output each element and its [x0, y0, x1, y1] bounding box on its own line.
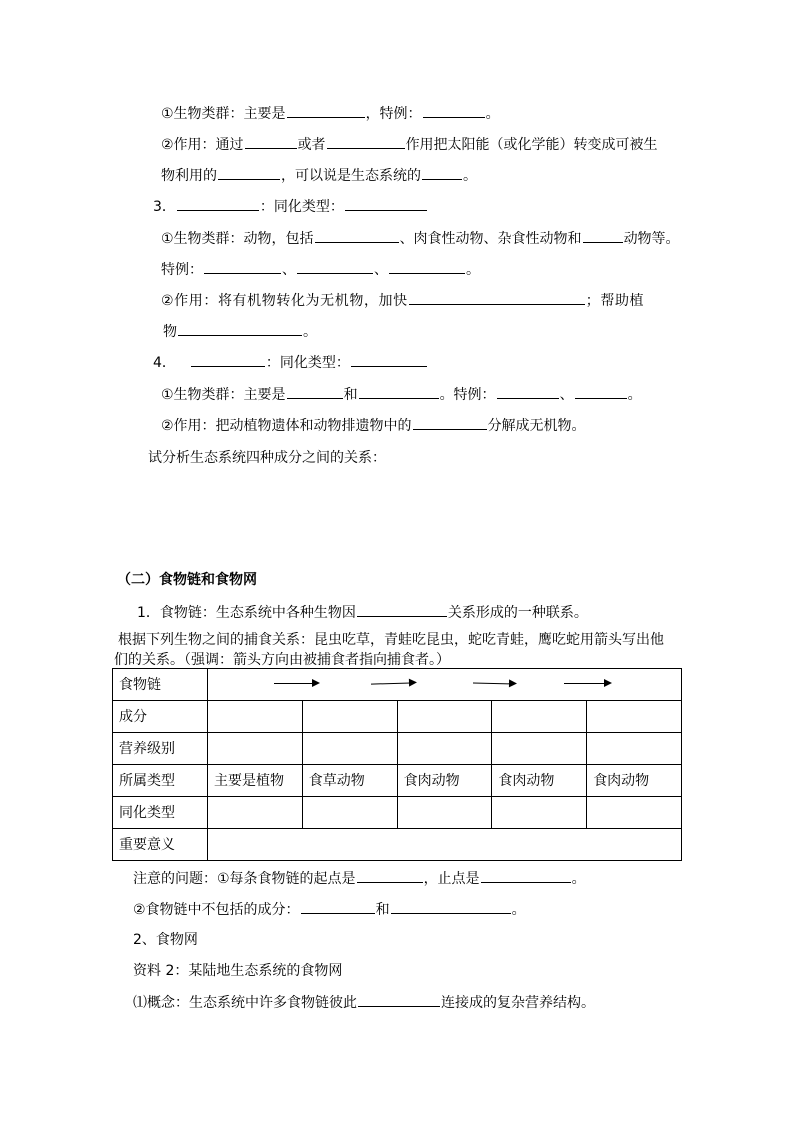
fill-blank[interactable] — [391, 899, 511, 914]
fill-blank[interactable] — [358, 992, 440, 1007]
row-label: 同化类型 — [113, 797, 208, 829]
text: 或者 — [297, 137, 326, 153]
text: 。 — [466, 262, 480, 278]
fill-blank[interactable] — [422, 165, 462, 180]
consumer-group-line — [161, 228, 680, 248]
item-4-heading — [153, 352, 428, 372]
text: 、肉食性动物、杂食性动物和 — [399, 231, 582, 247]
text: 4． — [153, 355, 176, 371]
table-cell[interactable] — [492, 701, 587, 733]
food-chain-cell[interactable] — [208, 669, 682, 701]
text: 分解成无机物。 — [487, 418, 586, 434]
material-2-line: 资料 2：某陆地生态系统的食物网 — [133, 963, 343, 979]
row-label: 重要意义 — [113, 829, 208, 861]
table-cell: 食肉动物 — [397, 765, 492, 797]
text: 关系形成的一种联系。 — [447, 605, 588, 621]
text: 注意的问题：①每条食物链的起点是 — [133, 871, 356, 887]
consumer-role-line — [161, 290, 644, 310]
text: 特例： — [161, 262, 203, 278]
producer-role-line-2 — [161, 165, 477, 185]
text: ，特例： — [365, 106, 422, 122]
fill-blank[interactable] — [218, 165, 280, 180]
row-label: 所属类型 — [113, 765, 208, 797]
arrow-icon — [564, 683, 610, 684]
food-web-heading: 2、食物网 — [133, 932, 198, 948]
fill-blank[interactable] — [245, 134, 297, 149]
text: 。 — [627, 387, 642, 403]
fill-blank[interactable] — [287, 103, 365, 118]
table-cell[interactable] — [397, 733, 492, 765]
consumer-exceptions-line — [161, 259, 480, 279]
table-cell[interactable] — [492, 797, 587, 829]
note-line — [133, 868, 586, 888]
text: ①生物类群：主要是 — [161, 106, 286, 122]
fill-blank[interactable] — [345, 196, 427, 211]
text: 和 — [375, 902, 390, 918]
text: ，可以说是生态系统的 — [281, 168, 421, 184]
fill-blank[interactable] — [357, 868, 423, 883]
table-row — [113, 765, 682, 797]
text: ②食物链中不包括的成分： — [133, 902, 300, 918]
text: 。特例： — [439, 387, 496, 403]
row-label: 食物链 — [113, 669, 208, 701]
text: 、 — [559, 387, 574, 403]
item-3-heading — [153, 196, 428, 216]
fill-blank[interactable] — [409, 290, 585, 305]
table-row — [113, 733, 682, 765]
row-label: 成分 — [113, 701, 208, 733]
fill-blank[interactable] — [177, 196, 259, 211]
text: 。 — [303, 324, 317, 340]
producer-group-line — [161, 103, 500, 123]
text: ；帮助植 — [585, 293, 645, 309]
instruction-line-2: 们的关系。（强调：箭头方向由被捕食者指向捕食者。） — [114, 652, 450, 668]
fill-blank[interactable] — [389, 259, 465, 274]
fill-blank[interactable] — [481, 868, 571, 883]
table-cell[interactable] — [397, 701, 492, 733]
fill-blank[interactable] — [359, 384, 439, 399]
row-label: 营养级别 — [113, 733, 208, 765]
table-row — [113, 701, 682, 733]
instruction-line-1: 根据下列生物之间的捕食关系：昆虫吃草，青蛙吃昆虫，蛇吃青蛙，鹰吃蛇用箭头写出他 — [118, 632, 664, 648]
fill-blank[interactable] — [287, 384, 343, 399]
table-cell[interactable] — [208, 733, 303, 765]
food-chain-table — [112, 668, 682, 861]
table-cell[interactable] — [587, 701, 682, 733]
table-cell: 食肉动物 — [587, 765, 682, 797]
text: 作用把太阳能（或化学能）转变成可被生 — [405, 137, 658, 153]
text: ：同化类型： — [259, 199, 344, 215]
table-cell[interactable] — [492, 733, 587, 765]
text: ，止点是 — [423, 871, 480, 887]
fill-blank[interactable] — [351, 352, 427, 367]
text: ②作用：把动植物遗体和动物排遗物中的 — [161, 418, 412, 434]
table-cell[interactable] — [587, 797, 682, 829]
text: ①生物类群：动物，包括 — [161, 231, 314, 247]
food-chain-definition — [137, 602, 588, 622]
food-web-concept-line — [133, 992, 595, 1012]
table-cell: 主要是植物 — [208, 765, 303, 797]
text: ②作用：将有机物转化为无机物，加快 — [161, 293, 408, 309]
table-row — [113, 829, 682, 861]
text: 和 — [343, 387, 358, 403]
arrow-icon — [473, 683, 515, 685]
text: 。 — [511, 902, 526, 918]
table-cell[interactable] — [397, 797, 492, 829]
table-cell[interactable] — [302, 797, 397, 829]
text: 连接成的复杂营养结构。 — [441, 995, 595, 1011]
fill-blank[interactable] — [297, 259, 373, 274]
fill-blank[interactable] — [327, 134, 405, 149]
excluded-components-line — [133, 899, 526, 919]
relationship-question — [148, 448, 386, 468]
arrow-icon — [274, 683, 318, 684]
text: 1．食物链：生态系统中各种生物因 — [137, 605, 356, 621]
text: ⑴概念：生态系统中许多食物链彼此 — [133, 995, 357, 1011]
table-row — [113, 797, 682, 829]
text: 试分析生态系统四种成分之间的关系： — [148, 450, 386, 466]
section-title: （二）食物链和食物网 — [117, 572, 257, 588]
decomposer-role-line — [161, 415, 586, 435]
food-chain-arrows — [208, 669, 681, 700]
fill-blank[interactable] — [191, 352, 265, 367]
text: 、 — [374, 262, 388, 278]
table-cell[interactable] — [208, 701, 303, 733]
consumer-role-line-2 — [163, 321, 317, 341]
table-cell[interactable] — [208, 797, 303, 829]
text: 物 — [163, 324, 177, 340]
fill-blank[interactable] — [413, 415, 487, 430]
decomposer-group-line — [161, 384, 642, 404]
fill-blank[interactable] — [204, 259, 281, 274]
fill-blank[interactable] — [301, 899, 375, 914]
significance-cell[interactable] — [208, 829, 682, 861]
text: 、 — [282, 262, 296, 278]
fill-blank[interactable] — [583, 228, 623, 243]
producer-role-line — [161, 134, 658, 154]
fill-blank[interactable] — [178, 321, 302, 336]
fill-blank[interactable] — [423, 103, 485, 118]
table-row — [113, 669, 682, 701]
text: 。 — [485, 106, 500, 122]
fill-blank[interactable] — [357, 602, 447, 617]
text: 物利用的 — [161, 168, 217, 184]
table-cell: 食肉动物 — [492, 765, 587, 797]
fill-blank[interactable] — [575, 384, 627, 399]
table-cell[interactable] — [302, 701, 397, 733]
text: 。 — [571, 871, 586, 887]
text: 动物等。 — [623, 231, 680, 247]
table-cell: 食草动物 — [302, 765, 397, 797]
fill-blank[interactable] — [497, 384, 559, 399]
arrow-icon — [371, 682, 415, 684]
text: ：同化类型： — [265, 355, 350, 371]
text: ②作用：通过 — [161, 137, 244, 153]
table-cell[interactable] — [302, 733, 397, 765]
text: 。 — [463, 168, 477, 184]
text: ①生物类群：主要是 — [161, 387, 286, 403]
table-cell[interactable] — [587, 733, 682, 765]
fill-blank[interactable] — [315, 228, 399, 243]
text: 3． — [153, 199, 176, 215]
